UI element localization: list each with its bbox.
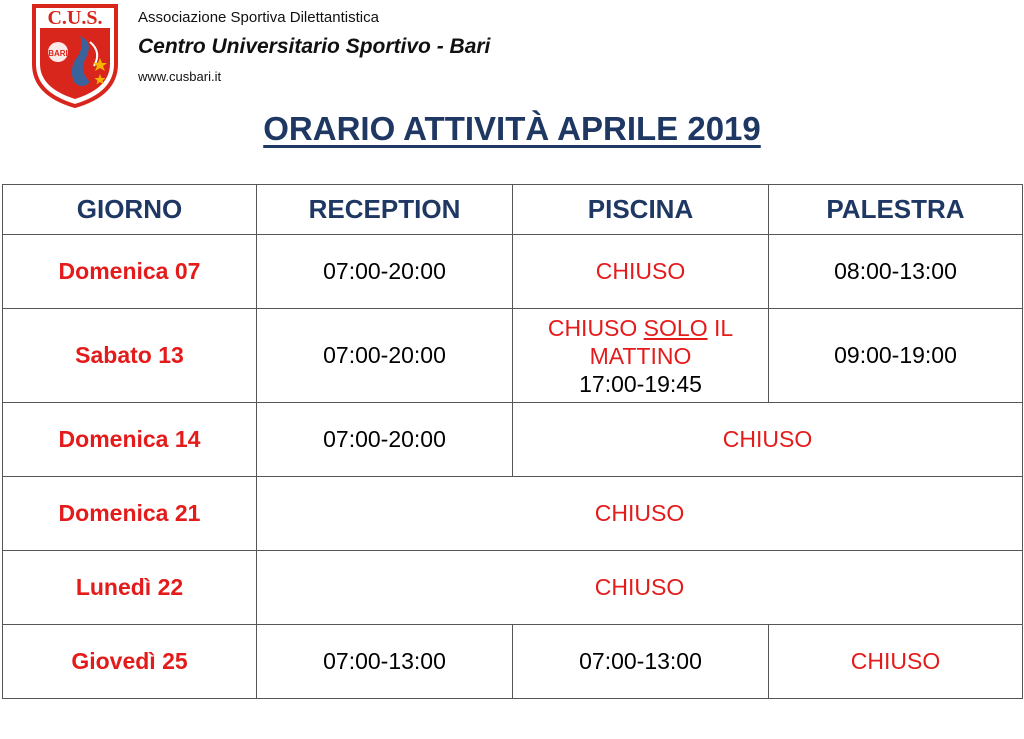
table-row xyxy=(3,477,1023,551)
table-row xyxy=(3,625,1023,699)
piscina-hours: 17:00-19:45 xyxy=(579,370,702,397)
logo-sub: BARI xyxy=(48,49,68,58)
schedule-table xyxy=(2,184,1023,699)
logo-text: C.U.S. xyxy=(47,7,103,29)
table-row xyxy=(3,309,1023,403)
header-reception: RECEPTION xyxy=(257,185,513,235)
day-cell: Domenica 21 xyxy=(3,477,257,551)
piscina-closed-text: CHIUSO SOLO IL MATTINO xyxy=(547,314,734,369)
table-row xyxy=(3,403,1023,477)
org-name: Centro Universitario Sportivo - Bari xyxy=(138,35,491,58)
header-piscina: PISCINA xyxy=(513,185,769,235)
day-cell: Sabato 13 xyxy=(3,309,257,403)
day-cell: Domenica 14 xyxy=(3,403,257,477)
header-giorno: GIORNO xyxy=(3,185,257,235)
table-row xyxy=(3,235,1023,309)
palestra-cell: CHIUSO xyxy=(769,625,1023,699)
all-closed-cell: CHIUSO xyxy=(257,477,1023,551)
piscina-palestra-cell: CHIUSO xyxy=(513,403,1023,477)
table-header-row xyxy=(3,185,1023,235)
page-title: ORARIO ATTIVITÀ APRILE 2019 xyxy=(263,110,761,147)
solo-underlined: SOLO xyxy=(643,314,708,341)
palestra-cell: 09:00-19:00 xyxy=(769,309,1023,403)
reception-cell: 07:00-13:00 xyxy=(257,625,513,699)
organization-header xyxy=(138,8,490,86)
all-closed-cell: CHIUSO xyxy=(257,551,1023,625)
day-cell: Giovedì 25 xyxy=(3,625,257,699)
header-palestra: PALESTRA xyxy=(769,185,1023,235)
table-row xyxy=(3,551,1023,625)
cus-bari-logo xyxy=(28,2,122,108)
piscina-cell xyxy=(513,309,769,403)
piscina-cell: 07:00-13:00 xyxy=(513,625,769,699)
day-cell: Lunedì 22 xyxy=(3,551,257,625)
website-link[interactable]: www.cusbari.it xyxy=(138,69,222,84)
org-type: Associazione Sportiva Dilettantistica xyxy=(138,9,379,26)
piscina-cell: CHIUSO xyxy=(513,235,769,309)
palestra-cell: 08:00-13:00 xyxy=(769,235,1023,309)
reception-cell: 07:00-20:00 xyxy=(257,309,513,403)
day-cell: Domenica 07 xyxy=(3,235,257,309)
reception-cell: 07:00-20:00 xyxy=(257,403,513,477)
reception-cell: 07:00-20:00 xyxy=(257,235,513,309)
